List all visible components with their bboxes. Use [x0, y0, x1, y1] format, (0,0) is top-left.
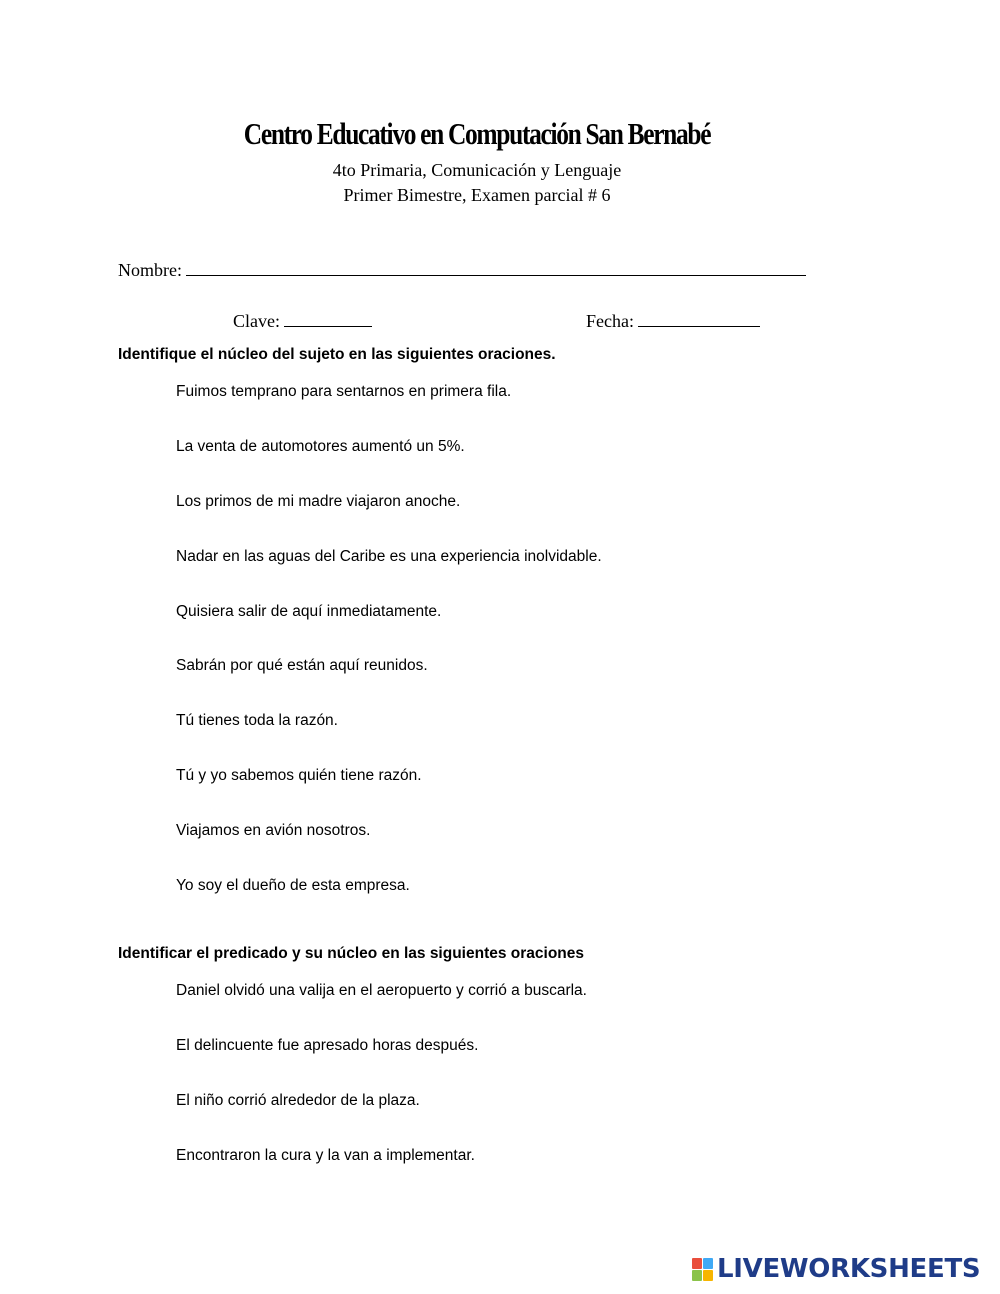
item-text: Sabrán por qué están aquí reunidos. [176, 657, 428, 674]
item-text: Encontraron la cura y la van a implementar. [176, 1147, 475, 1164]
item-text: Fuimos temprano para sentarnos en primera fila. [176, 383, 512, 400]
item-text: Tú y yo sabemos quién tiene razón. [176, 767, 422, 784]
nombre-label: Nombre: [118, 260, 182, 280]
section2-heading: Identificar el predicado y su núcleo en las siguientes oraciones [118, 945, 585, 962]
item-text: La venta de automotores aumentó un 5%. [176, 438, 465, 455]
nombre-field [118, 258, 806, 281]
item-text: Tú tienes toda la razón. [176, 712, 338, 729]
liveworksheets-logo-icon [692, 1258, 713, 1281]
school-title: Centro Educativo en Computación San Bernabé [243, 116, 711, 151]
logo-tile-icon [703, 1258, 713, 1269]
item-text: Yo soy el dueño de esta empresa. [176, 877, 410, 894]
item-text: Los primos de mi madre viajaron anoche. [176, 493, 461, 510]
item-text: El delincuente fue apresado horas después. [176, 1037, 479, 1054]
liveworksheets-logo[interactable] [692, 1254, 980, 1284]
clave-label: Clave: [233, 311, 280, 331]
fecha-blank[interactable] [638, 309, 760, 327]
item-text: Quisiera salir de aquí inmediatamente. [176, 603, 442, 620]
logo-tile-icon [692, 1258, 702, 1269]
logo-tile-icon [692, 1270, 702, 1281]
course-subtitle: 4to Primaria, Comunicación y Lenguaje [332, 160, 622, 180]
liveworksheets-logo-text: LIVEWORKSHEETS [717, 1254, 981, 1284]
logo-tile-icon [703, 1270, 713, 1281]
item-text: Nadar en las aguas del Caribe es una experiencia inolvidable. [176, 548, 602, 565]
exam-subtitle: Primer Bimestre, Examen parcial # 6 [343, 185, 611, 205]
clave-field [233, 309, 372, 332]
clave-blank[interactable] [284, 309, 372, 327]
nombre-blank[interactable] [186, 258, 806, 276]
fecha-label: Fecha: [586, 311, 634, 331]
item-text: Daniel olvidó una valija en el aeropuerto y corrió a buscarla. [176, 982, 587, 999]
fecha-field [586, 309, 760, 332]
item-text: El niño corrió alrededor de la plaza. [176, 1092, 420, 1109]
item-text: Viajamos en avión nosotros. [176, 822, 371, 839]
section1-heading: Identifique el núcleo del sujeto en las siguientes oraciones. [118, 346, 556, 363]
